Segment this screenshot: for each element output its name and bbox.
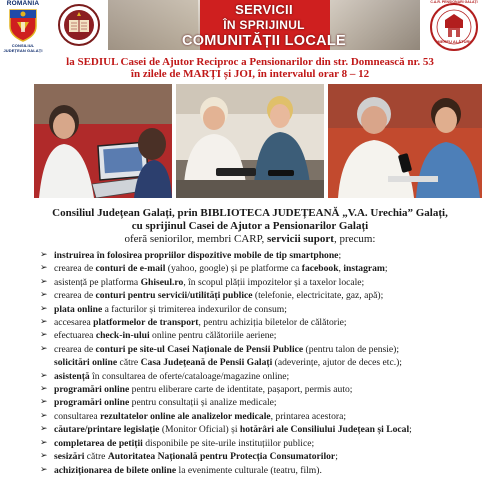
service-text: asistență pe platforma (54, 276, 141, 288)
banner-title-line2: ÎN SPRIJINUL (223, 18, 305, 32)
schedule-hours: 8 – 12 (341, 68, 370, 80)
service-text: pentru consultații și analize medicale; (129, 397, 277, 409)
list-item (40, 329, 496, 342)
service-text: a facturilor și trimiterea indexurilor de consum; (102, 303, 287, 315)
list-item (40, 303, 496, 316)
service-text: ; (338, 250, 342, 261)
service-text: în consultarea de oferte/cataloage/magazine online; (89, 370, 290, 382)
service-text: către (84, 451, 108, 463)
service-bold: facebook (301, 263, 339, 275)
bullet-arrow-icon: ➢ (40, 397, 48, 408)
service-text: , pentru achiziția biletelor de călătorie; (198, 317, 347, 329)
intro-line3-c: , precum: (333, 233, 376, 245)
location-text: la SEDIUL Casei de Ajutor Reciproc a Pensionarilor din (66, 56, 334, 68)
service-text: crearea de (54, 263, 96, 275)
photo-senior-laptop (34, 84, 172, 198)
list-item (40, 316, 496, 329)
county-label: CONSILIUL JUDEȚEAN GALAȚI (3, 43, 43, 53)
service-text: către (117, 357, 141, 369)
intro-line3 (0, 233, 500, 246)
carp-logo-text: C.A.R. PENSIONARI GALAȚI (430, 0, 478, 4)
bullet-arrow-icon: ➢ (40, 343, 48, 354)
carp-emblem-icon (428, 2, 480, 52)
service-bold: rezultatelor online ale analizelor medicale (100, 410, 271, 422)
service-text: disponibile pe site-urile instituțiilor publice; (142, 437, 315, 449)
services-list (40, 249, 496, 477)
service-text: , (338, 263, 344, 275)
schedule-days: MARȚI și JOI (183, 68, 253, 80)
service-bold: instruirea în folosirea propriilor dispozitive mobile de tip smartphone (54, 250, 339, 261)
service-text: consultarea (54, 410, 101, 422)
location-line (0, 56, 500, 68)
library-emblem-icon (58, 4, 100, 46)
list-item (40, 437, 496, 450)
bullet-arrow-icon: ➢ (40, 410, 48, 421)
service-bold: platformelor de transport (93, 317, 199, 329)
bullet-arrow-icon: ➢ (40, 424, 48, 435)
list-item (40, 410, 496, 423)
service-text: ; (335, 451, 338, 463)
bullet-arrow-icon: ➢ (40, 317, 48, 328)
list-item (40, 450, 496, 463)
service-bold: plata online (54, 303, 103, 315)
service-text: pentru eliberare carte de identitate, pașaport, permis auto; (129, 384, 353, 396)
service-text: ; (409, 424, 412, 436)
service-text: efectuarea (54, 330, 96, 342)
location-address: str. Domnească nr. 53 (333, 56, 434, 68)
service-text: crearea de (54, 290, 96, 302)
list-item (40, 383, 496, 396)
intro-line1: Consiliul Județean Galați, prin BIBLIOTECA JUDEȚEANĂ „V.A. Urechia” Galați, (52, 207, 448, 219)
photo-strip (34, 84, 482, 198)
carp-logo-motto: MEREU ALĂTURI (437, 39, 471, 44)
service-bold: Ghiseul.ro (140, 276, 184, 288)
intro-line3-b: servicii suport (267, 233, 334, 245)
country-label: ROMÂNIA (6, 0, 40, 7)
library-logo (58, 4, 100, 46)
bullet-arrow-icon: ➢ (40, 437, 48, 448)
list-item (40, 396, 496, 409)
title-banner (108, 0, 420, 50)
service-text: (pentru talon de pensie); (303, 343, 400, 355)
carp-logo (428, 2, 480, 52)
service-text: crearea de (54, 343, 96, 355)
list-item (40, 249, 496, 262)
service-text: (adeverințe, ajutor de deces etc.); (272, 357, 402, 369)
service-text: , printarea acestora; (270, 410, 346, 422)
intro-line2: cu sprijinul Casei de Ajutor a Pensionarilor Galați (131, 220, 369, 232)
list-item (40, 276, 496, 289)
service-bold: achiziționarea de bilete online (54, 464, 177, 476)
intro-line3-a: oferă seniorilor, membri CARP, (124, 233, 268, 245)
bullet-arrow-icon: ➢ (40, 250, 48, 260)
service-text: accesarea (54, 317, 94, 329)
bullet-arrow-icon: ➢ (40, 464, 48, 475)
bullet-arrow-icon: ➢ (40, 276, 48, 287)
service-text: , în scopul plății impozitelor și a taxelor locale; (183, 276, 365, 288)
service-bold: programări online (54, 397, 130, 409)
header (0, 0, 500, 54)
service-bold: conturi de e-mail (95, 263, 166, 275)
bullet-arrow-icon: ➢ (40, 290, 48, 301)
service-text: (Monitor Oficial) și (159, 424, 240, 436)
service-text: (telefonie, electricitate, gaz, apă); (252, 290, 384, 302)
service-bold: Autoritatea Națională pentru Protecția Consumatorilor (107, 451, 336, 463)
list-item (40, 464, 496, 477)
service-bold: instagram (343, 263, 385, 275)
schedule-prefix: în zilele de (130, 68, 184, 80)
service-bold: programări online (54, 384, 130, 396)
banner-title-line3: COMUNITĂȚII LOCALE (181, 33, 347, 49)
banner-title-line1: SERVICII (235, 2, 293, 17)
list-item (40, 370, 496, 383)
schedule-line (0, 68, 500, 80)
bullet-arrow-icon: ➢ (40, 451, 48, 462)
list-item (40, 262, 496, 275)
service-bold: completarea de petiții (54, 437, 143, 449)
service-bold: hotărâri ale Consiliului Județean și Local (239, 424, 410, 436)
service-bold: căutare/printare legislație (54, 424, 160, 436)
romania-county-logo (2, 0, 44, 52)
service-text: la evenimente culturale (teatru, film). (176, 464, 322, 476)
photo-seniors-table (176, 84, 324, 198)
service-bold: conturi pe site-ul Casei Naționale de Pensii Publice (95, 343, 304, 355)
service-bold: conturi pentru servicii/utilități publice (95, 290, 253, 302)
service-bold: sesizări (54, 451, 85, 463)
service-text: (yahoo, google) și pe platforme ca (165, 263, 302, 275)
service-bold: Casa Județeană de Pensii Galați (140, 357, 273, 369)
bullet-arrow-icon: ➢ (40, 384, 48, 395)
list-item (40, 289, 496, 302)
schedule-mid: , în intervalul orar (252, 68, 342, 80)
bullet-arrow-icon: ➢ (40, 303, 48, 314)
service-bold: solicitări online (54, 357, 118, 369)
service-text: ; (384, 263, 388, 275)
list-item (40, 423, 496, 436)
service-bold: asistență (54, 370, 90, 382)
list-item (40, 343, 496, 370)
bullet-arrow-icon: ➢ (40, 330, 48, 341)
county-coat-of-arms-icon (8, 8, 38, 42)
service-text: online pentru călătoriile aeriene; (149, 330, 277, 342)
service-bold: check-in-ului (95, 330, 150, 342)
photo-senior-phone (328, 84, 482, 198)
bullet-arrow-icon: ➢ (40, 370, 48, 381)
bullet-arrow-icon: ➢ (40, 263, 48, 274)
